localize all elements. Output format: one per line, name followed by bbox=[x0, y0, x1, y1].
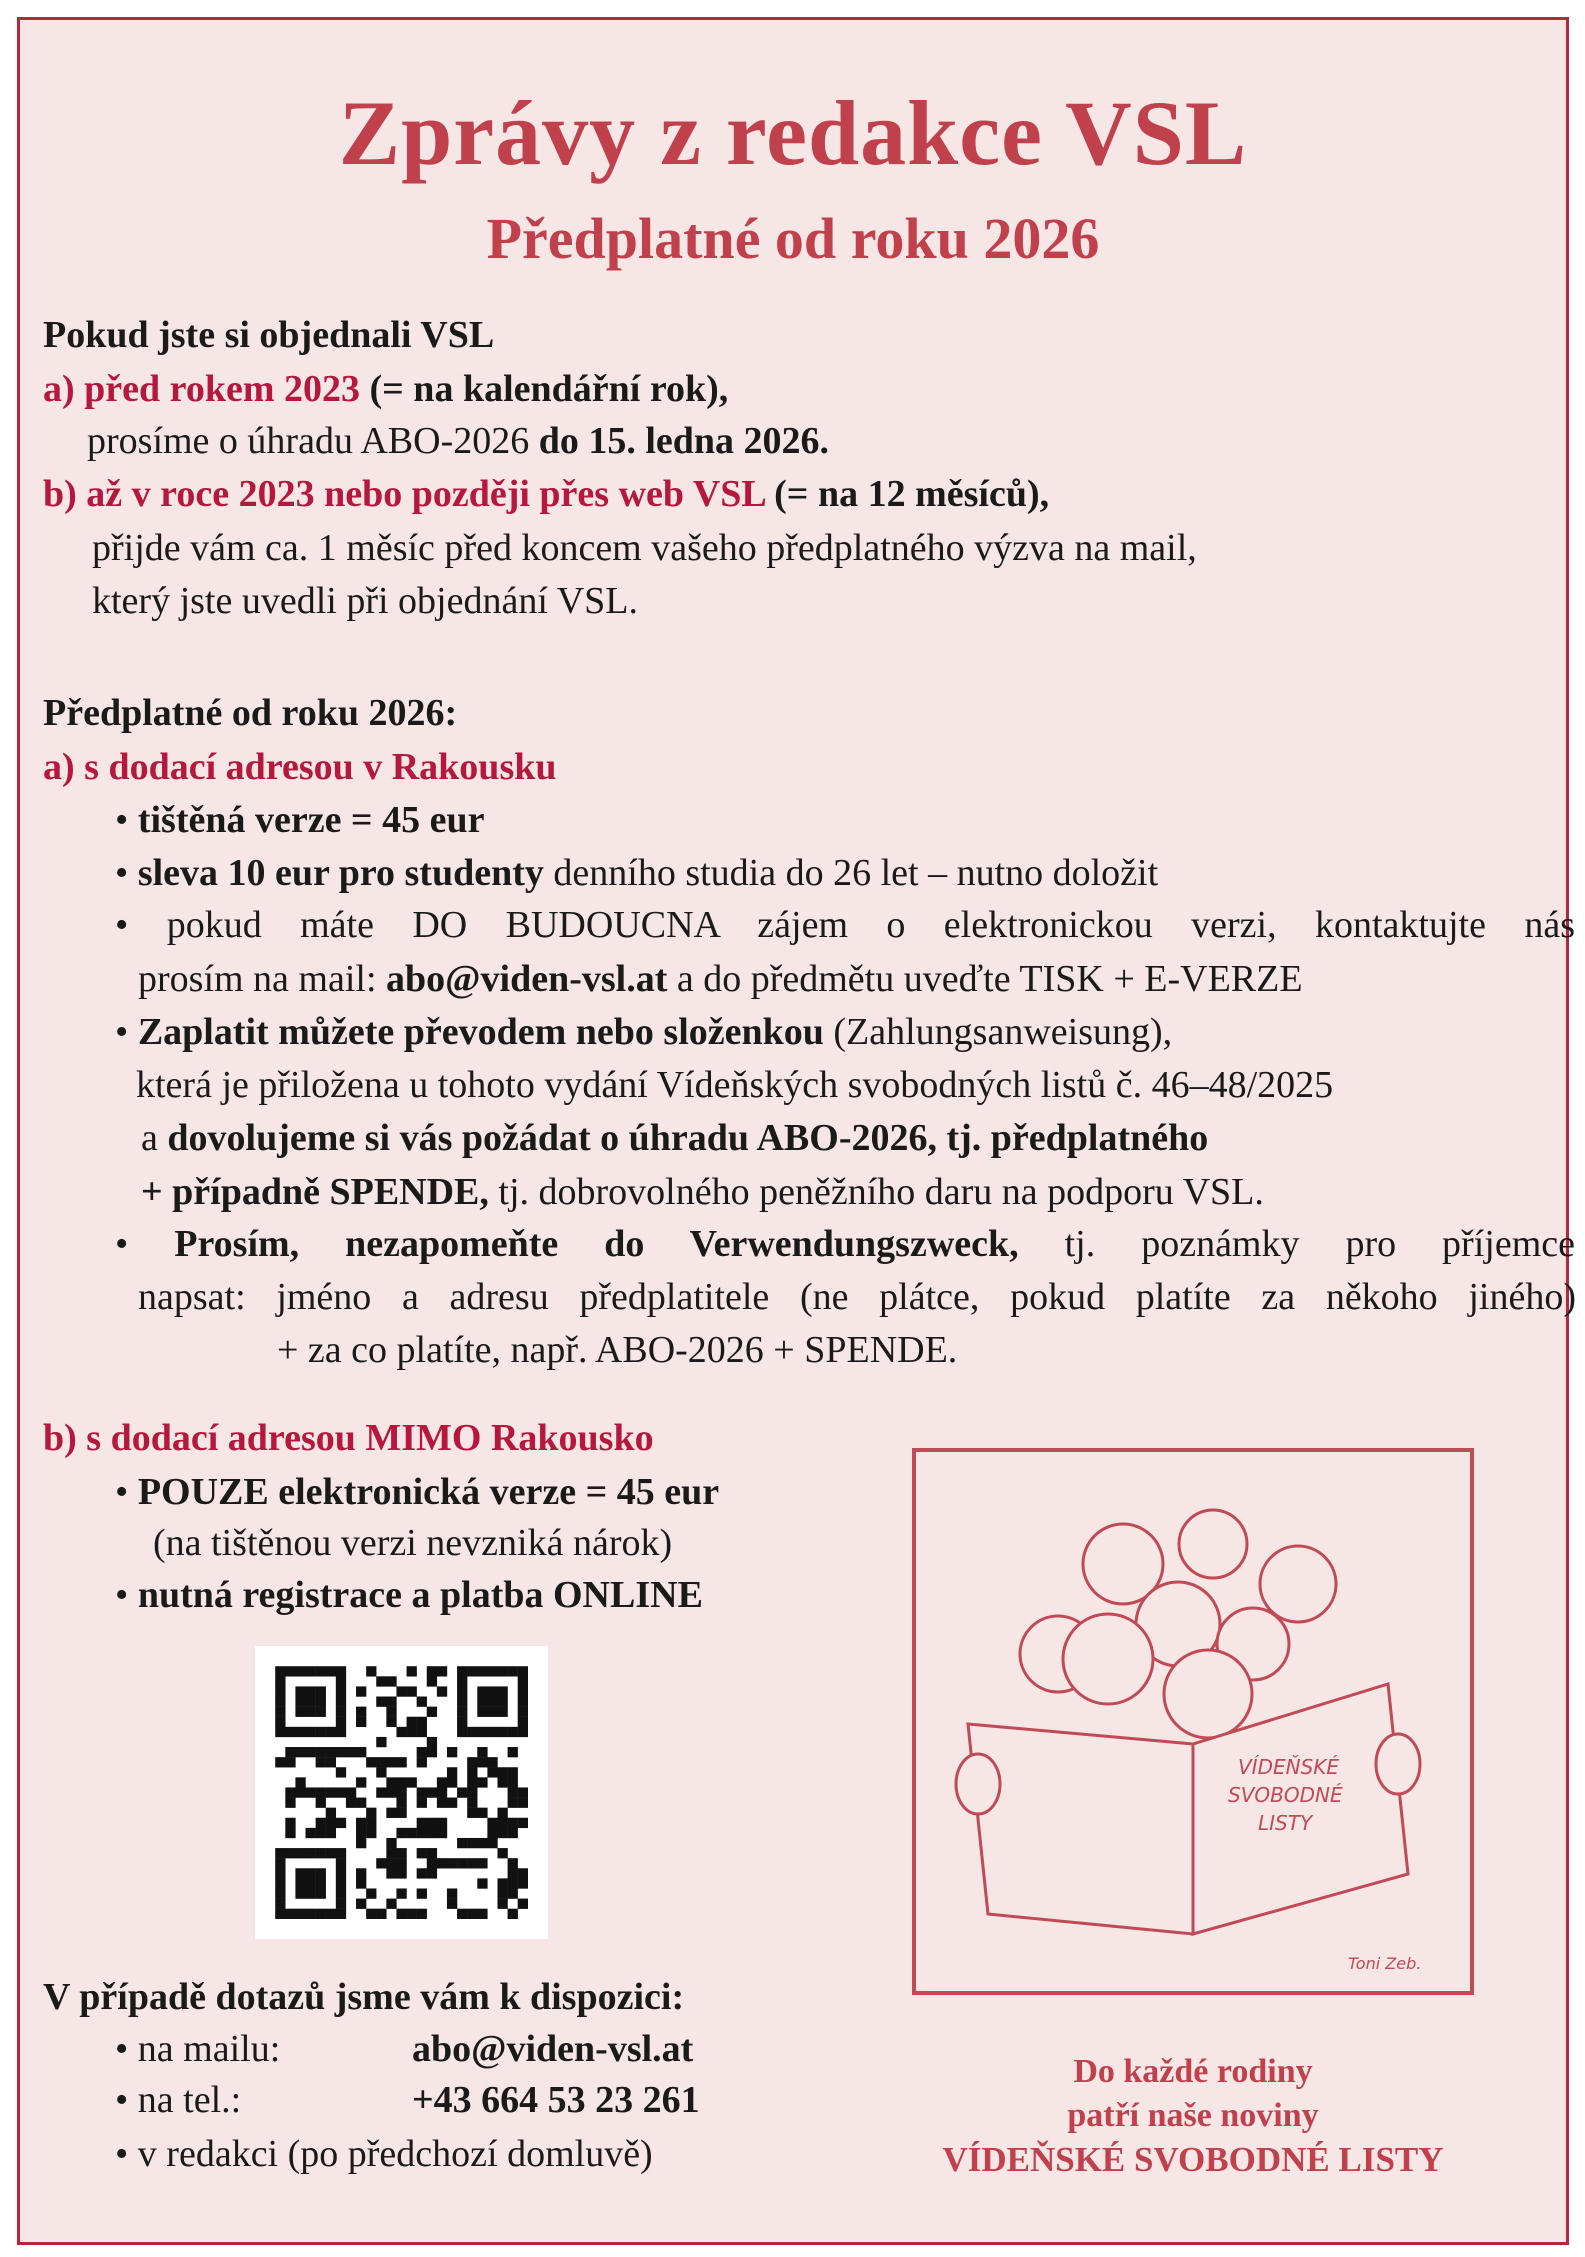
section2-line bbox=[115, 1219, 1575, 1269]
text-segment: sleva 10 eur pro studenty bbox=[137, 852, 544, 894]
text-segment: V případě dotazů jsme vám k dispozici: bbox=[43, 1976, 685, 2018]
text-segment: b) až v roce 2023 nebo později přes web VSL bbox=[43, 473, 765, 515]
text-segment: • bbox=[115, 1471, 138, 1513]
text-segment: • bbox=[115, 799, 138, 841]
section3-line bbox=[43, 1413, 654, 1463]
slogan-line: patří naše noviny bbox=[1067, 2097, 1319, 2134]
contacts-line bbox=[43, 1972, 684, 2022]
text-segment: • na tel.: bbox=[115, 2079, 242, 2121]
text-segment: + za co platíte, např. ABO-2026 + SPENDE. bbox=[277, 1329, 958, 1371]
section2-line bbox=[138, 954, 1303, 1004]
text-segment: do 15. ledna 2026. bbox=[538, 420, 830, 462]
contacts-line bbox=[412, 2024, 693, 2074]
text-segment: +43 664 53 23 261 bbox=[412, 2079, 700, 2121]
contacts-line bbox=[115, 2075, 241, 2125]
section1-line bbox=[43, 469, 1049, 519]
section1-line bbox=[43, 310, 494, 360]
text-segment: prosím na mail: bbox=[138, 958, 387, 1000]
section3-line bbox=[115, 1467, 719, 1517]
email-text: abo@viden-vsl.at bbox=[386, 958, 668, 1000]
text-segment: b) s dodací adresou MIMO Rakousko bbox=[43, 1417, 654, 1459]
text-segment: která je přiložena u tohoto vydání Vídeňských svobodných listů č. 46–48/2025 bbox=[136, 1064, 1334, 1106]
text-segment: Pokud jste si objednali VSL bbox=[43, 314, 495, 356]
text-segment: • na mailu: bbox=[115, 2028, 281, 2070]
section2-line bbox=[115, 795, 484, 845]
text-segment: dovolujeme si vás požádat o úhradu ABO-2026, tj. předplatného bbox=[167, 1117, 1209, 1159]
text-segment: tištěná verze = 45 eur bbox=[137, 799, 485, 841]
section3-line bbox=[153, 1518, 672, 1568]
text-segment: • bbox=[115, 1011, 138, 1053]
section2-line bbox=[136, 1060, 1333, 1110]
text-segment: tj. dobrovolného peněžního daru na podporu VSL. bbox=[488, 1171, 1264, 1213]
signature: Toni Zeb. bbox=[1348, 1954, 1422, 1973]
text-segment: • bbox=[115, 1574, 138, 1616]
text-segment: a do předmětu uveďte TISK + E-VERZE bbox=[667, 958, 1303, 1000]
slogan-line: VÍDEŇSKÉ SVOBODNÉ LISTY bbox=[942, 2140, 1444, 2179]
section2-line bbox=[43, 742, 557, 792]
text-segment: (= na kalendářní rok), bbox=[360, 368, 729, 410]
text-segment: • bbox=[115, 1223, 175, 1265]
section2-line bbox=[115, 848, 1158, 898]
newspaper-lettering: SVOBODNÉ bbox=[1228, 1783, 1343, 1807]
text-segment: • pokud máte DO BUDOUCNA zájem o elektronickou verzi, kontaktujte nás bbox=[115, 904, 1575, 946]
page-subtitle: Předplatné od roku 2026 bbox=[486, 206, 1100, 271]
text-segment: a bbox=[141, 1117, 168, 1159]
text-segment: který jste uvedli při objednání VSL. bbox=[92, 580, 638, 622]
text-segment: napsat: jméno a adresu předplatitele (ne plátce, pokud platíte za někoho jiného) bbox=[138, 1276, 1576, 1318]
qr-code[interactable] bbox=[255, 1646, 548, 1939]
text-segment: + případně SPENDE, bbox=[141, 1171, 489, 1213]
text-segment: Prosím, nezapomeňte do Verwendungszweck, bbox=[174, 1223, 1019, 1265]
text-segment: • bbox=[115, 852, 138, 894]
email-text: abo@viden-vsl.at bbox=[412, 2028, 694, 2070]
text-segment: (Zahlungsanweisung), bbox=[823, 1011, 1173, 1053]
text-segment: nutná registrace a platba ONLINE bbox=[137, 1574, 703, 1616]
section2-line bbox=[138, 1272, 1576, 1322]
newspaper-readers-illustration bbox=[908, 1444, 1478, 1999]
text-segment: POUZE elektronická verze = 45 eur bbox=[137, 1471, 720, 1513]
section1-line bbox=[92, 576, 638, 626]
contacts-line bbox=[412, 2075, 700, 2125]
slogan-line: Do každé rodiny bbox=[1073, 2053, 1313, 2090]
slogan bbox=[908, 2050, 1478, 2182]
section1-line bbox=[43, 364, 728, 414]
text-segment: prosíme o úhradu ABO-2026 bbox=[87, 420, 539, 462]
section2-line bbox=[141, 1167, 1264, 1217]
text-segment: Předplatné od roku 2026: bbox=[43, 692, 458, 734]
text-segment: denního studia do 26 let – nutno doložit bbox=[543, 852, 1159, 894]
page bbox=[17, 17, 1576, 2245]
newspaper-lettering: LISTY bbox=[1258, 1811, 1313, 1835]
section2-line bbox=[115, 1007, 1172, 1057]
section3-line bbox=[115, 1570, 703, 1620]
text-segment: • v redakci (po předchozí domluvě) bbox=[115, 2133, 653, 2175]
page-title: Zprávy z redakce VSL bbox=[338, 82, 1248, 184]
contacts-line bbox=[115, 2024, 280, 2074]
contacts-line bbox=[115, 2129, 653, 2179]
newspaper-lettering: VÍDEŇSKÉ bbox=[1238, 1755, 1340, 1779]
text-segment: a) před rokem 2023 bbox=[43, 368, 360, 410]
section2-line bbox=[277, 1325, 957, 1375]
section1-line bbox=[92, 523, 1197, 573]
section2-line bbox=[43, 688, 457, 738]
section2-line bbox=[141, 1113, 1208, 1163]
text-segment: (= na 12 měsíců), bbox=[764, 473, 1050, 515]
text-segment: (na tištěnou verzi nevzniká nárok) bbox=[153, 1522, 673, 1564]
text-segment: a) s dodací adresou v Rakousku bbox=[43, 746, 557, 788]
section2-line bbox=[115, 900, 1575, 950]
text-segment: Zaplatit můžete převodem nebo složenkou bbox=[137, 1011, 824, 1053]
text-segment: tj. poznámky pro příjemce bbox=[1064, 1223, 1575, 1265]
section1-line bbox=[87, 416, 829, 466]
text-segment: přijde vám ca. 1 měsíc před koncem vašeho předplatného výzva na mail, bbox=[92, 527, 1197, 569]
